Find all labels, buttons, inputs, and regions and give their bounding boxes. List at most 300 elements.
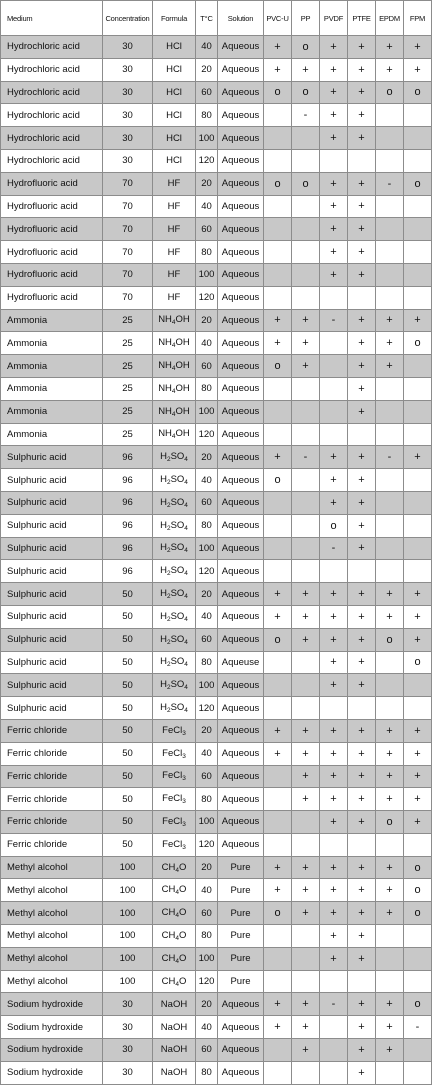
concentration-cell: 70 xyxy=(103,241,153,264)
formula-subscript: 4 xyxy=(184,707,188,714)
formula-part: H xyxy=(160,519,167,531)
concentration-cell: 25 xyxy=(103,400,153,423)
rating-epdm xyxy=(376,286,404,309)
rating-pvdf xyxy=(320,1039,348,1062)
rating-epdm: + xyxy=(376,742,404,765)
formula-subscript: 2 xyxy=(166,661,171,669)
rating-fpm: + xyxy=(404,605,432,628)
rating-pvdf: + xyxy=(320,469,348,492)
rating-pp: + xyxy=(292,1039,320,1062)
concentration-cell: 50 xyxy=(103,628,153,651)
solution-cell: Aqueous xyxy=(218,195,264,218)
temperature-cell: 60 xyxy=(196,81,218,104)
medium-cell: Ammonia xyxy=(1,332,103,355)
rating-ptfe: + xyxy=(348,742,376,765)
concentration-cell: 30 xyxy=(103,1016,153,1039)
solution-cell: Aqueous xyxy=(218,628,264,651)
rating-ptfe: + xyxy=(348,628,376,651)
rating-pp xyxy=(292,514,320,537)
rating-epdm xyxy=(376,241,404,264)
formula-cell xyxy=(153,560,196,583)
rating-ptfe: + xyxy=(348,355,376,378)
formula-subscript: 4 xyxy=(171,319,176,327)
temperature-cell: 120 xyxy=(196,149,218,172)
rating-epdm xyxy=(376,537,404,560)
concentration-cell: 50 xyxy=(103,742,153,765)
rating-ptfe: + xyxy=(348,400,376,423)
temperature-cell: 120 xyxy=(196,423,218,446)
formula-part: HCl xyxy=(166,64,182,76)
rating-epdm xyxy=(376,697,404,720)
concentration-cell: 50 xyxy=(103,811,153,834)
formula-cell xyxy=(153,925,196,948)
formula-part: OH xyxy=(175,428,190,440)
solution-cell: Aqueous xyxy=(218,36,264,59)
concentration-cell: 30 xyxy=(103,993,153,1016)
rating-pvdf: + xyxy=(320,947,348,970)
rating-pp xyxy=(292,218,320,241)
rating-ptfe: + xyxy=(348,332,376,355)
formula-cell xyxy=(153,1016,196,1039)
formula-subscript: 3 xyxy=(182,752,186,760)
table-row xyxy=(1,446,432,469)
formula-subscript: 4 xyxy=(171,342,176,350)
rating-epdm xyxy=(376,833,404,856)
rating-pvcu: o xyxy=(264,628,292,651)
header-row xyxy=(1,1,432,36)
rating-ptfe: + xyxy=(348,263,376,286)
table-row xyxy=(1,332,432,355)
solution-cell: Aqueous xyxy=(218,104,264,127)
formula-part: FeCl xyxy=(162,793,183,805)
table-row xyxy=(1,377,432,400)
medium-cell: Ferric chloride xyxy=(1,719,103,742)
rating-epdm xyxy=(376,560,404,583)
formula-part: HF xyxy=(167,178,181,190)
medium-cell: Sulphuric acid xyxy=(1,446,103,469)
formula-part: SO xyxy=(170,679,185,691)
concentration-cell: 25 xyxy=(103,355,153,378)
rating-pvcu xyxy=(264,970,292,993)
rating-pvcu xyxy=(264,1039,292,1062)
medium-cell: Sodium hydroxide xyxy=(1,1061,103,1084)
rating-epdm: - xyxy=(376,446,404,469)
solution-cell: Aqueous xyxy=(218,560,264,583)
solution-cell: Aqueous xyxy=(218,719,264,742)
table-row xyxy=(1,1039,432,1062)
table-header xyxy=(1,1,432,36)
rating-fpm: + xyxy=(404,58,432,81)
rating-pvdf xyxy=(320,377,348,400)
rating-pvcu xyxy=(264,195,292,218)
rating-fpm: o xyxy=(404,879,432,902)
formula-subscript: 4 xyxy=(175,889,179,897)
table-row xyxy=(1,491,432,514)
formula-subscript: 2 xyxy=(166,615,171,623)
rating-ptfe: + xyxy=(348,195,376,218)
formula-part: H xyxy=(160,588,167,600)
rating-pp: + xyxy=(292,605,320,628)
solution-cell: Aqueous xyxy=(218,355,264,378)
formula-cell xyxy=(153,651,196,674)
concentration-cell: 100 xyxy=(103,856,153,879)
rating-pvdf: + xyxy=(320,719,348,742)
rating-pvcu: + xyxy=(264,856,292,879)
rating-epdm: o xyxy=(376,811,404,834)
solution-cell: Pure xyxy=(218,879,264,902)
formula-cell xyxy=(153,605,196,628)
header-pp: PP xyxy=(292,1,320,36)
formula-part: SO xyxy=(170,656,185,668)
rating-fpm: o xyxy=(404,993,432,1016)
temperature-cell: 40 xyxy=(196,195,218,218)
rating-pvcu: + xyxy=(264,58,292,81)
formula-part: OH xyxy=(175,314,190,326)
temperature-cell: 100 xyxy=(196,400,218,423)
formula-part: H xyxy=(160,542,167,554)
header-temperature: T°C xyxy=(196,1,218,36)
formula-cell xyxy=(153,58,196,81)
rating-pvcu xyxy=(264,560,292,583)
temperature-cell: 60 xyxy=(196,765,218,788)
rating-epdm xyxy=(376,947,404,970)
formula-subscript: 4 xyxy=(184,479,188,487)
medium-cell: Methyl alcohol xyxy=(1,902,103,925)
formula-cell xyxy=(153,514,196,537)
concentration-cell: 50 xyxy=(103,788,153,811)
table-row xyxy=(1,469,432,492)
formula-part: HF xyxy=(167,292,181,304)
solution-cell: Aqueous xyxy=(218,1039,264,1062)
formula-subscript: 4 xyxy=(184,501,188,509)
rating-epdm xyxy=(376,651,404,674)
formula-part: SO xyxy=(170,702,185,713)
solution-cell: Pure xyxy=(218,970,264,993)
concentration-cell: 96 xyxy=(103,491,153,514)
formula-part: H xyxy=(160,474,167,486)
solution-cell: Pure xyxy=(218,902,264,925)
rating-epdm xyxy=(376,127,404,150)
formula-subscript: 3 xyxy=(182,843,186,851)
formula-part: O xyxy=(178,975,187,987)
rating-pvdf: + xyxy=(320,674,348,697)
medium-cell: Methyl alcohol xyxy=(1,970,103,993)
rating-ptfe: + xyxy=(348,309,376,332)
rating-epdm xyxy=(376,491,404,514)
rating-pp: + xyxy=(292,628,320,651)
table-row xyxy=(1,719,432,742)
formula-cell xyxy=(153,218,196,241)
table-row xyxy=(1,149,432,172)
rating-ptfe: + xyxy=(348,58,376,81)
rating-ptfe: + xyxy=(348,925,376,948)
rating-epdm xyxy=(376,377,404,400)
table-row xyxy=(1,993,432,1016)
rating-pp xyxy=(292,469,320,492)
concentration-cell: 25 xyxy=(103,332,153,355)
temperature-cell: 80 xyxy=(196,104,218,127)
solution-cell: Aqueous xyxy=(218,469,264,492)
rating-epdm: + xyxy=(376,355,404,378)
rating-fpm: + xyxy=(404,446,432,469)
rating-pvcu: + xyxy=(264,879,292,902)
formula-part: HF xyxy=(167,269,181,281)
temperature-cell: 60 xyxy=(196,355,218,378)
rating-pvdf xyxy=(320,697,348,720)
rating-epdm: - xyxy=(376,172,404,195)
table-row xyxy=(1,605,432,628)
medium-cell: Methyl alcohol xyxy=(1,947,103,970)
rating-fpm xyxy=(404,400,432,423)
rating-pp: - xyxy=(292,104,320,127)
formula-part: H xyxy=(160,633,167,645)
rating-epdm: o xyxy=(376,81,404,104)
rating-pvdf: + xyxy=(320,856,348,879)
medium-cell: Ammonia xyxy=(1,400,103,423)
medium-cell: Methyl alcohol xyxy=(1,925,103,948)
rating-pp xyxy=(292,1061,320,1084)
concentration-cell: 50 xyxy=(103,651,153,674)
medium-cell: Hydrochloric acid xyxy=(1,149,103,172)
solution-cell: Aqueous xyxy=(218,58,264,81)
rating-ptfe: + xyxy=(348,514,376,537)
rating-fpm xyxy=(404,537,432,560)
medium-cell: Ammonia xyxy=(1,309,103,332)
rating-ptfe: + xyxy=(348,127,376,150)
rating-fpm xyxy=(404,947,432,970)
rating-pp xyxy=(292,241,320,264)
solution-cell: Aqueous xyxy=(218,263,264,286)
solution-cell: Aqueous xyxy=(218,149,264,172)
rating-ptfe xyxy=(348,149,376,172)
rating-fpm: o xyxy=(404,81,432,104)
rating-fpm xyxy=(404,560,432,583)
formula-cell xyxy=(153,172,196,195)
concentration-cell: 96 xyxy=(103,537,153,560)
solution-cell: Aqueous xyxy=(218,583,264,606)
rating-pvdf xyxy=(320,400,348,423)
rating-pvdf: + xyxy=(320,58,348,81)
rating-pvdf: + xyxy=(320,925,348,948)
concentration-cell: 100 xyxy=(103,925,153,948)
temperature-cell: 120 xyxy=(196,560,218,583)
solution-cell: Aqueous xyxy=(218,446,264,469)
formula-part: CH xyxy=(161,929,176,941)
table-row xyxy=(1,742,432,765)
formula-part: H xyxy=(160,451,167,463)
medium-cell: Hydrochloric acid xyxy=(1,81,103,104)
rating-fpm xyxy=(404,149,432,172)
formula-subscript: 2 xyxy=(166,570,171,578)
rating-pp xyxy=(292,833,320,856)
formula-part: NaOH xyxy=(160,1021,188,1033)
formula-cell xyxy=(153,628,196,651)
table-row xyxy=(1,925,432,948)
medium-cell: Hydrofluoric acid xyxy=(1,195,103,218)
rating-pvdf xyxy=(320,332,348,355)
rating-pvdf xyxy=(320,833,348,856)
formula-part: FeCl xyxy=(162,815,183,827)
formula-subscript: 2 xyxy=(166,456,171,464)
table-row xyxy=(1,537,432,560)
formula-subscript: 4 xyxy=(184,456,188,464)
rating-pvdf: + xyxy=(320,628,348,651)
formula-part: SO xyxy=(170,451,185,463)
rating-fpm xyxy=(404,1061,432,1084)
rating-pvcu: o xyxy=(264,172,292,195)
formula-cell xyxy=(153,811,196,834)
formula-part: NH xyxy=(158,382,172,394)
header-medium: Medium xyxy=(1,1,103,36)
table-row xyxy=(1,765,432,788)
table-row xyxy=(1,127,432,150)
medium-cell: Methyl alcohol xyxy=(1,856,103,879)
formula-subscript: 4 xyxy=(171,365,176,373)
rating-pp xyxy=(292,811,320,834)
rating-epdm: + xyxy=(376,788,404,811)
concentration-cell: 50 xyxy=(103,583,153,606)
rating-epdm xyxy=(376,263,404,286)
formula-subscript: 4 xyxy=(175,957,179,965)
solution-cell: Aqueous xyxy=(218,788,264,811)
rating-pvdf xyxy=(320,560,348,583)
formula-cell xyxy=(153,879,196,902)
rating-pp: + xyxy=(292,58,320,81)
rating-pp: + xyxy=(292,1016,320,1039)
table-row xyxy=(1,583,432,606)
formula-part: H xyxy=(160,496,167,508)
medium-cell: Sulphuric acid xyxy=(1,560,103,583)
rating-pvcu xyxy=(264,651,292,674)
rating-pp: + xyxy=(292,719,320,742)
formula-cell xyxy=(153,1039,196,1062)
rating-pp: - xyxy=(292,446,320,469)
rating-pvdf: - xyxy=(320,993,348,1016)
rating-ptfe: + xyxy=(348,947,376,970)
rating-pvcu: + xyxy=(264,332,292,355)
formula-subscript: 2 xyxy=(166,684,171,692)
table-row xyxy=(1,309,432,332)
header-ptfe: PTFE xyxy=(348,1,376,36)
rating-pvcu: + xyxy=(264,719,292,742)
temperature-cell: 60 xyxy=(196,491,218,514)
formula-subscript: 2 xyxy=(166,524,171,532)
rating-fpm xyxy=(404,195,432,218)
table-row xyxy=(1,218,432,241)
temperature-cell: 20 xyxy=(196,58,218,81)
rating-epdm xyxy=(376,674,404,697)
rating-epdm: + xyxy=(376,605,404,628)
medium-cell: Hydrofluoric acid xyxy=(1,172,103,195)
rating-pvcu: + xyxy=(264,36,292,59)
rating-pvcu xyxy=(264,1061,292,1084)
table-row xyxy=(1,788,432,811)
rating-ptfe: + xyxy=(348,605,376,628)
rating-pvcu: + xyxy=(264,1016,292,1039)
formula-part: SO xyxy=(170,588,185,600)
formula-part: CH xyxy=(161,975,176,987)
rating-pp xyxy=(292,947,320,970)
rating-pp xyxy=(292,697,320,720)
rating-pvcu xyxy=(264,400,292,423)
formula-subscript: 4 xyxy=(184,524,188,532)
formula-part: O xyxy=(178,907,187,919)
concentration-cell: 96 xyxy=(103,560,153,583)
rating-pvcu: + xyxy=(264,742,292,765)
header-concentration: Concentration xyxy=(103,1,153,36)
formula-part: FeCl xyxy=(162,747,183,759)
temperature-cell: 80 xyxy=(196,241,218,264)
formula-part: HF xyxy=(167,200,181,212)
concentration-cell: 70 xyxy=(103,218,153,241)
solution-cell: Aqueous xyxy=(218,218,264,241)
rating-pp: + xyxy=(292,879,320,902)
header-solution: Solution xyxy=(218,1,264,36)
formula-part: SO xyxy=(170,519,185,531)
rating-pvdf: - xyxy=(320,309,348,332)
temperature-cell: 40 xyxy=(196,742,218,765)
table-row xyxy=(1,833,432,856)
table-row xyxy=(1,263,432,286)
medium-cell: Sulphuric acid xyxy=(1,651,103,674)
formula-subscript: 2 xyxy=(166,501,171,509)
rating-fpm xyxy=(404,970,432,993)
rating-pvdf: + xyxy=(320,788,348,811)
rating-pvdf: + xyxy=(320,902,348,925)
rating-fpm xyxy=(404,1039,432,1062)
rating-fpm xyxy=(404,674,432,697)
rating-ptfe: + xyxy=(348,446,376,469)
rating-fpm xyxy=(404,218,432,241)
table-row xyxy=(1,1061,432,1084)
formula-part: CH xyxy=(161,861,176,873)
rating-pvcu xyxy=(264,127,292,150)
formula-part: FeCl xyxy=(162,770,183,782)
solution-cell: Pure xyxy=(218,856,264,879)
rating-ptfe: + xyxy=(348,856,376,879)
formula-subscript: 2 xyxy=(166,638,171,646)
rating-ptfe: + xyxy=(348,788,376,811)
table-row xyxy=(1,674,432,697)
rating-ptfe: + xyxy=(348,81,376,104)
rating-fpm xyxy=(404,697,432,720)
formula-part: SO xyxy=(170,474,185,486)
formula-part: SO xyxy=(170,496,185,508)
temperature-cell: 20 xyxy=(196,719,218,742)
medium-cell: Sulphuric acid xyxy=(1,697,103,720)
rating-pp: + xyxy=(292,309,320,332)
rating-epdm: + xyxy=(376,719,404,742)
solution-cell: Aqueous xyxy=(218,1061,264,1084)
formula-part: NH xyxy=(158,314,172,326)
medium-cell: Ferric chloride xyxy=(1,833,103,856)
concentration-cell: 96 xyxy=(103,514,153,537)
solution-cell: Aqueous xyxy=(218,742,264,765)
formula-part: NaOH xyxy=(160,998,188,1010)
rating-pvcu xyxy=(264,537,292,560)
rating-pvcu xyxy=(264,811,292,834)
rating-pvdf: + xyxy=(320,241,348,264)
medium-cell: Hydrochloric acid xyxy=(1,58,103,81)
rating-pvcu xyxy=(264,263,292,286)
rating-fpm: - xyxy=(404,1016,432,1039)
concentration-cell: 30 xyxy=(103,149,153,172)
rating-pvdf: + xyxy=(320,583,348,606)
table-row xyxy=(1,514,432,537)
solution-cell: Aqueous xyxy=(218,605,264,628)
solution-cell: Aqueous xyxy=(218,811,264,834)
temperature-cell: 40 xyxy=(196,879,218,902)
